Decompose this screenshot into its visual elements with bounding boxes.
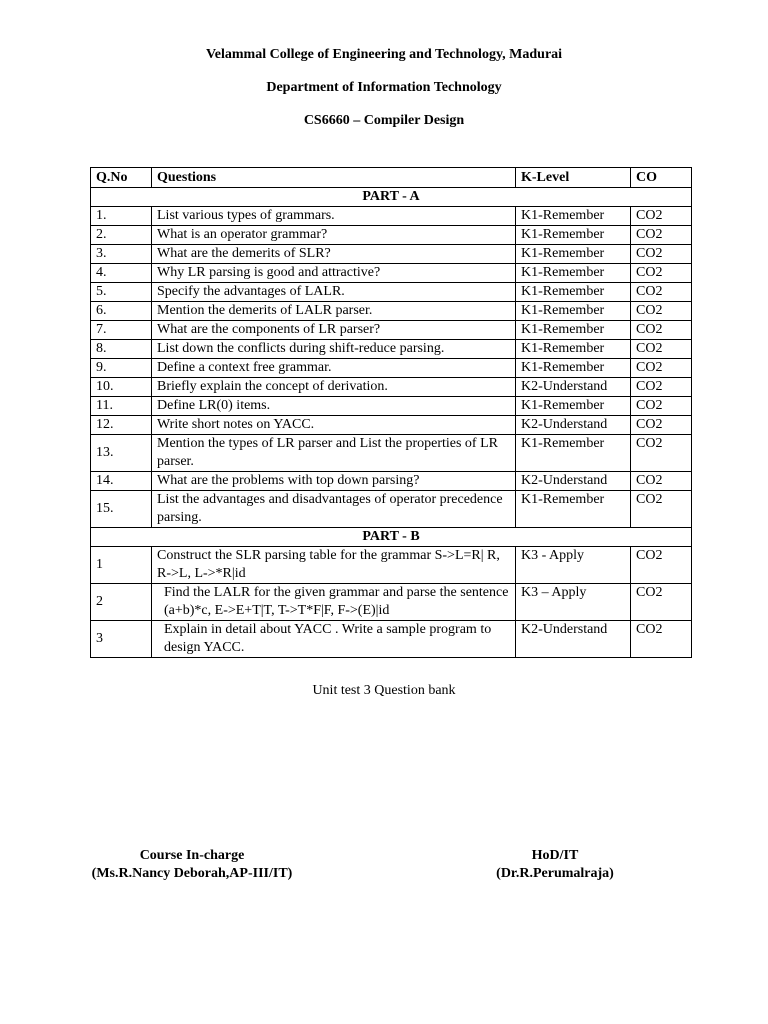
question-number: 3	[91, 621, 152, 658]
signature-hod	[470, 847, 640, 883]
question-number: 14.	[91, 472, 152, 491]
course-outcome: CO2	[631, 207, 692, 226]
course-outcome: CO2	[631, 416, 692, 435]
question-text: Construct the SLR parsing table for the grammar S->L=R| R, R->L, L->*R|id	[152, 547, 516, 584]
question-text: List down the conflicts during shift-reduce parsing.	[152, 340, 516, 359]
part-a-row	[91, 188, 692, 207]
table-header-row	[91, 168, 692, 188]
question-number: 1.	[91, 207, 152, 226]
course-outcome: CO2	[631, 359, 692, 378]
table-row	[91, 378, 692, 397]
course-outcome: CO2	[631, 340, 692, 359]
question-text: What are the problems with top down parsing?	[152, 472, 516, 491]
question-text: Mention the demerits of LALR parser.	[152, 302, 516, 321]
k-level: K3 – Apply	[516, 584, 631, 621]
table-row	[91, 321, 692, 340]
table-body	[91, 188, 692, 658]
question-text: Explain in detail about YACC . Write a sample program to design YACC.	[152, 621, 516, 658]
question-text: List the advantages and disadvantages of operator precedence parsing.	[152, 491, 516, 528]
k-level: K1-Remember	[516, 435, 631, 472]
table-row	[91, 207, 692, 226]
table-caption: Unit test 3 Question bank	[312, 683, 456, 698]
k-level: K3 - Apply	[516, 547, 631, 584]
question-number: 1	[91, 547, 152, 584]
signature-name: (Ms.R.Nancy Deborah,AP-III/IT)	[91, 866, 293, 881]
k-level: K1-Remember	[516, 491, 631, 528]
table-row	[91, 245, 692, 264]
table-row	[91, 283, 692, 302]
column-header-co: CO	[631, 168, 692, 188]
question-number: 5.	[91, 283, 152, 302]
course-outcome: CO2	[631, 472, 692, 491]
question-text: Write short notes on YACC.	[152, 416, 516, 435]
question-number: 8.	[91, 340, 152, 359]
part-b-row-label: PART - B	[91, 528, 692, 547]
question-number: 7.	[91, 321, 152, 340]
part-a-row-label: PART - A	[91, 188, 692, 207]
k-level: K1-Remember	[516, 340, 631, 359]
question-text: Find the LALR for the given grammar and parse the sentence (a+b)*c, E->E+T|T, T->T*F|F, F->(E)|id	[152, 584, 516, 621]
k-level: K1-Remember	[516, 264, 631, 283]
question-text: Define LR(0) items.	[152, 397, 516, 416]
column-header-k-level: K-Level	[516, 168, 631, 188]
table-row	[91, 264, 692, 283]
course-outcome: CO2	[631, 264, 692, 283]
question-number: 2.	[91, 226, 152, 245]
course-outcome: CO2	[631, 491, 692, 528]
k-level: K1-Remember	[516, 283, 631, 302]
question-number: 3.	[91, 245, 152, 264]
k-level: K2-Understand	[516, 621, 631, 658]
question-text: Briefly explain the concept of derivation.	[152, 378, 516, 397]
signature-course-incharge	[82, 847, 302, 883]
k-level: K2-Understand	[516, 472, 631, 491]
question-number: 12.	[91, 416, 152, 435]
table-row	[91, 491, 692, 528]
question-number: 11.	[91, 397, 152, 416]
question-number: 10.	[91, 378, 152, 397]
table-row	[91, 547, 692, 584]
table-row	[91, 226, 692, 245]
course-outcome: CO2	[631, 302, 692, 321]
table-row	[91, 435, 692, 472]
course-outcome: CO2	[631, 283, 692, 302]
table-row	[91, 621, 692, 658]
course-outcome: CO2	[631, 397, 692, 416]
k-level: K1-Remember	[516, 207, 631, 226]
question-text: Mention the types of LR parser and List the properties of LR parser.	[152, 435, 516, 472]
part-b-row	[91, 528, 692, 547]
table-row	[91, 359, 692, 378]
course-outcome: CO2	[631, 378, 692, 397]
question-text: List various types of grammars.	[152, 207, 516, 226]
question-number: 2	[91, 584, 152, 621]
table-row	[91, 584, 692, 621]
k-level: K1-Remember	[516, 245, 631, 264]
college-name: Velammal College of Engineering and Technology, Madurai	[205, 47, 563, 62]
course-outcome: CO2	[631, 226, 692, 245]
table-row	[91, 340, 692, 359]
k-level: K1-Remember	[516, 302, 631, 321]
question-text: Specify the advantages of LALR.	[152, 283, 516, 302]
k-level: K1-Remember	[516, 397, 631, 416]
question-text: What are the demerits of SLR?	[152, 245, 516, 264]
course-outcome: CO2	[631, 584, 692, 621]
question-text: Define a context free grammar.	[152, 359, 516, 378]
question-number: 9.	[91, 359, 152, 378]
question-bank-table	[90, 167, 692, 658]
course-outcome: CO2	[631, 245, 692, 264]
signature-title: Course In-charge	[139, 848, 245, 863]
table-row	[91, 416, 692, 435]
k-level: K2-Understand	[516, 378, 631, 397]
table-row	[91, 397, 692, 416]
k-level: K1-Remember	[516, 226, 631, 245]
column-header-questions: Questions	[152, 168, 516, 188]
course-outcome: CO2	[631, 547, 692, 584]
table-row	[91, 472, 692, 491]
column-header-qno: Q.No	[91, 168, 152, 188]
department-name: Department of Information Technology	[266, 80, 502, 95]
question-number: 4.	[91, 264, 152, 283]
course-title: CS6660 – Compiler Design	[303, 113, 465, 128]
signature-title: HoD/IT	[531, 848, 579, 863]
question-number: 15.	[91, 491, 152, 528]
course-outcome: CO2	[631, 321, 692, 340]
question-text: What are the components of LR parser?	[152, 321, 516, 340]
question-number: 13.	[91, 435, 152, 472]
table-row	[91, 302, 692, 321]
k-level: K1-Remember	[516, 359, 631, 378]
course-outcome: CO2	[631, 621, 692, 658]
question-text: What is an operator grammar?	[152, 226, 516, 245]
k-level: K1-Remember	[516, 321, 631, 340]
question-text: Why LR parsing is good and attractive?	[152, 264, 516, 283]
k-level: K2-Understand	[516, 416, 631, 435]
signature-name: (Dr.R.Perumalraja)	[496, 866, 614, 881]
course-outcome: CO2	[631, 435, 692, 472]
question-number: 6.	[91, 302, 152, 321]
